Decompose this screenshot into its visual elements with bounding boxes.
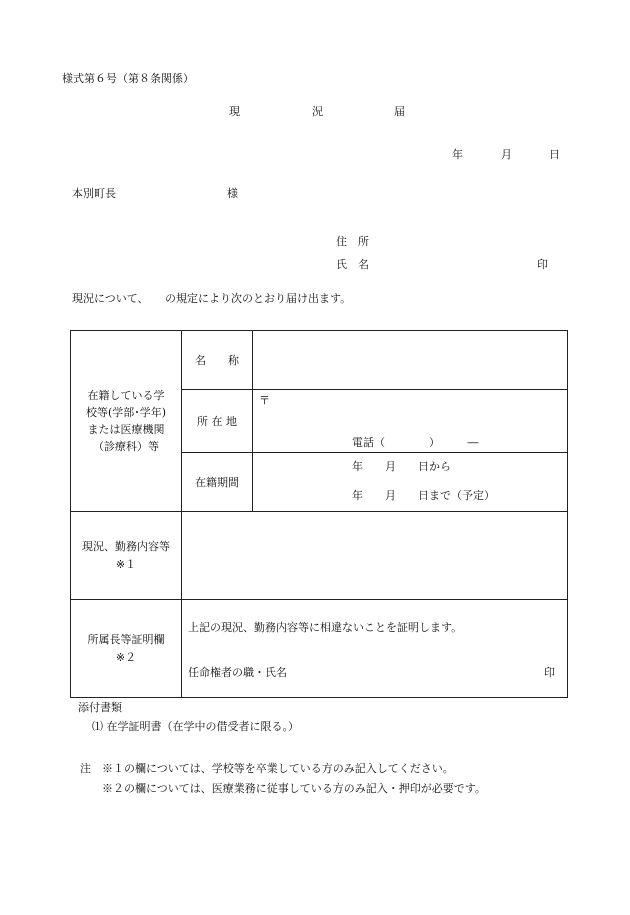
notes-prefix: 注 [80,762,91,775]
status-note: ※１ [115,557,137,571]
date-day: 日 [549,148,560,161]
location-row-label: 所 在 地 [182,390,253,453]
enrollment-field[interactable] [253,453,568,512]
cert-signer: 任命権者の職・氏名 [188,666,287,679]
name-label: 氏 名 [336,258,369,271]
cert-label: 所属長等証明欄 [87,632,165,646]
note-2: ※２の欄については、医療業務に従事している方のみ記入・押印が必要です。 [102,782,486,795]
school-header-line-4: （診療科）等 [93,440,159,453]
school-header-line-3: または医療機関 [87,423,165,436]
title-char-3: 届 [394,105,405,118]
attachments-heading: 添付書類 [78,701,122,714]
phone-label: 電話（ ） ― [352,436,479,449]
address-label: 住 所 [336,235,369,248]
cert-seal: 印 [544,666,555,679]
form-table [70,330,568,698]
school-header-cell [71,331,182,512]
note-1: ※１の欄については、学校等を卒業している方のみ記入してください。 [102,762,454,775]
postal-mark: 〒 [259,394,270,407]
date-year: 年 [452,148,463,161]
attachment-item-1: ⑴ 在学証明書（在学中の借受者に限る。） [92,720,299,733]
addressee-name: 本別町長 [72,187,116,200]
enrollment-from: 年 月 日から [352,460,451,473]
cert-text: 上記の現況、勤務内容等に相違ないことを証明します。 [188,621,463,634]
school-header-line-1: 在籍している学 [87,389,165,402]
status-label: 現況、勤務内容等 [82,539,170,553]
cert-note: ※２ [115,650,137,664]
title-char-2: 況 [312,105,323,118]
cert-field[interactable] [182,600,568,698]
cert-header-cell [71,600,182,698]
applicant-seal: 印 [537,258,548,271]
addressee-honorific: 様 [227,187,238,200]
status-field[interactable] [182,512,568,600]
title-char-1: 現 [229,105,240,118]
name-row-label: 名 称 [182,331,253,390]
enrollment-row-label: 在籍期間 [182,453,253,512]
status-header-cell [71,512,182,600]
form-number: 様式第６号（第８条関係） [62,72,194,85]
enrollment-to: 年 月 日まで（予定） [352,489,495,502]
school-header-line-2: 校等(学部･学年) [85,406,167,419]
location-field[interactable] [253,390,568,453]
intro-text: 現況について、 の規定により次のとおり届け出ます。 [72,292,352,305]
date-month: 月 [501,148,512,161]
name-field[interactable] [253,331,568,390]
